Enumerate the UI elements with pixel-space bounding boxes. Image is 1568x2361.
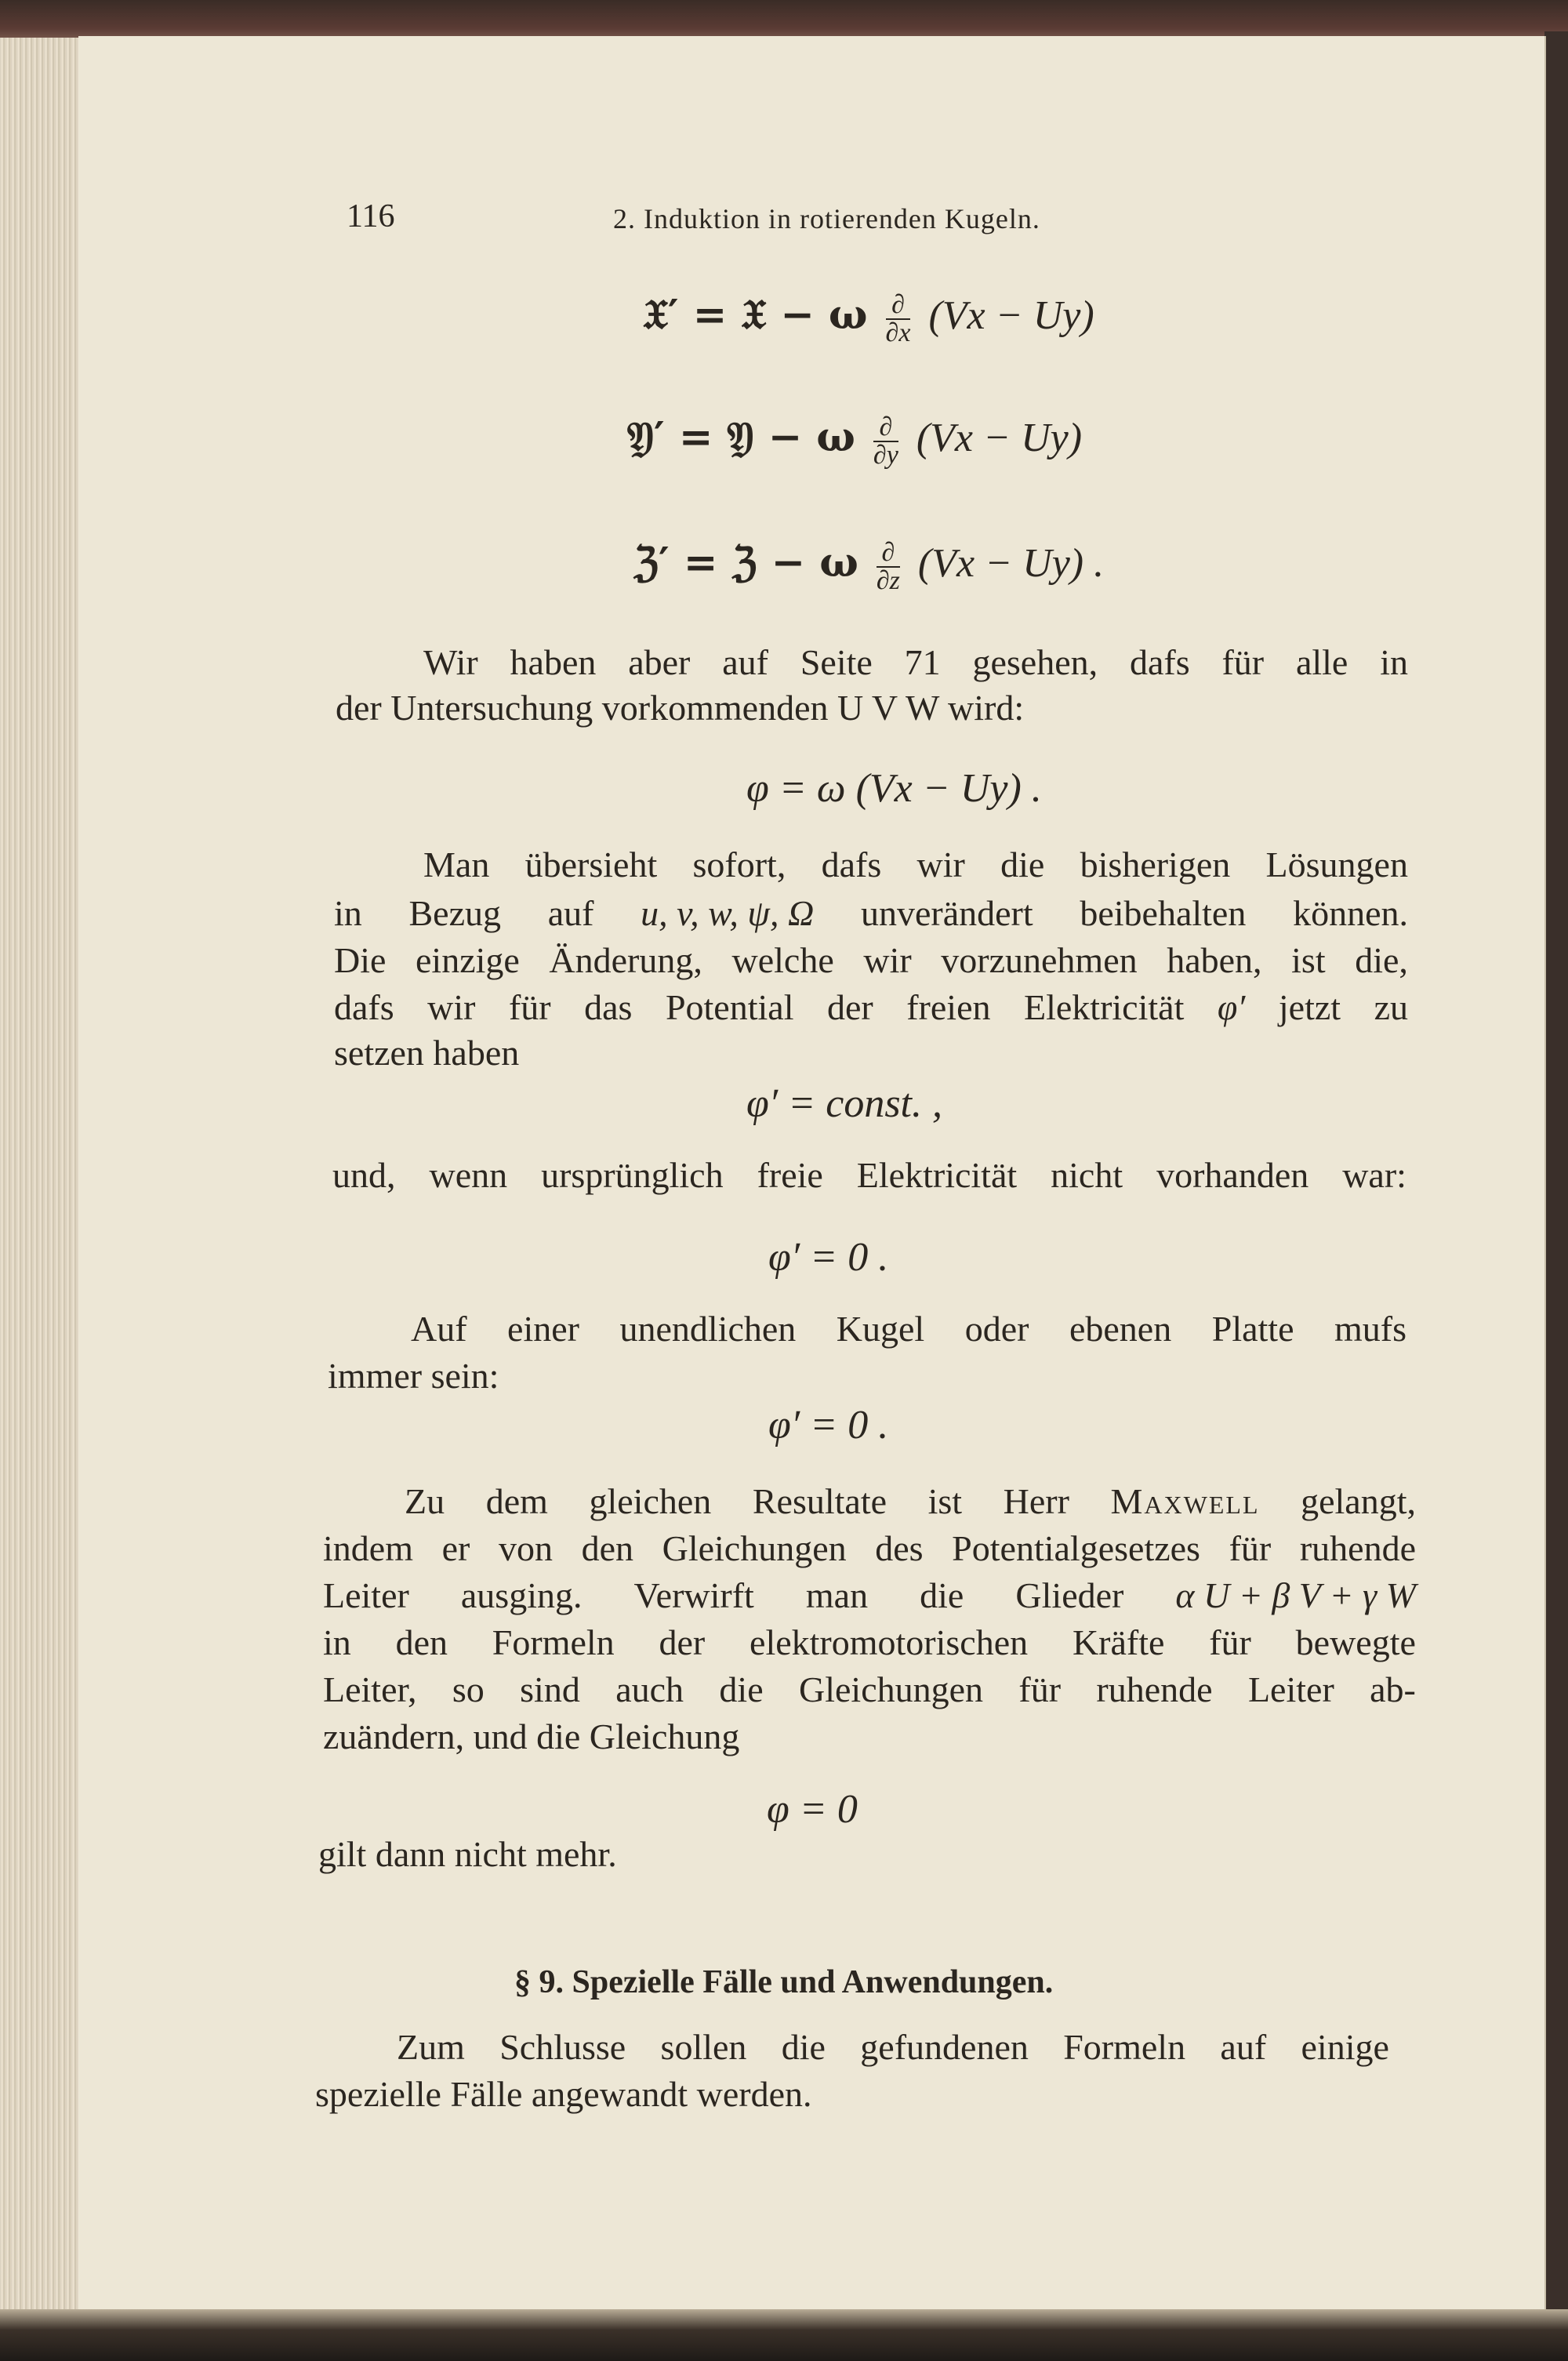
paragraph-2-line-5: setzen haben	[334, 1033, 520, 1073]
paragraph-4-line-2: immer sein:	[328, 1356, 499, 1396]
paragraph-6-line-1: gilt dann nicht mehr.	[318, 1834, 617, 1874]
paragraph-5-line-2: indem er von den Gleichungen des Potentialgesetzes für ruhende	[323, 1528, 1416, 1568]
section-heading: § 9. Spezielle Fälle und Anwendungen.	[514, 1964, 1054, 2000]
paragraph-7-line-2: spezielle Fälle angewandt werden.	[315, 2074, 812, 2114]
paragraph-5-line-6: zuändern, und die Gleichung	[323, 1716, 740, 1756]
equation-x-prime: 𝔛′ = 𝔛 − ω $\frac{\partial}{\partial x}$ (Vx − Uy)	[643, 290, 1094, 347]
paragraph-3-line-1: und, wenn ursprünglich freie Elektricität nicht vorhanden war:	[332, 1155, 1406, 1195]
equation-phi-zero-2: φ′ = 0 .	[768, 1403, 889, 1447]
paragraph-5-line-3: Leiter ausging. Verwirft man die Glieder α U + β V + γ W	[323, 1575, 1416, 1615]
equation-phi-zero-3: φ = 0	[767, 1787, 858, 1832]
book-bottom-edge	[0, 2309, 1568, 2361]
paragraph-5-line-5: Leiter, so sind auch die Gleichungen für ruhende Leiter ab-	[323, 1669, 1416, 1709]
equation-phi-zero-1: φ′ = 0 .	[768, 1235, 889, 1280]
paragraph-2-line-3: Die einzige Änderung, welche wir vorzunehmen haben, ist die,	[334, 940, 1408, 980]
paragraph-2-line-4: dafs wir für das Potential der freien Elektricität φ′ jetzt zu	[334, 987, 1408, 1027]
equation-y-prime: 𝔜′ = 𝔜 − ω $\frac{\partial}{\partial y}$ (Vx − Uy)	[627, 412, 1083, 470]
page-number: 116	[347, 198, 395, 234]
page-stack-edge	[0, 38, 85, 2319]
paragraph-2-line-1: Man übersieht sofort, dafs wir die bisherigen Lösungen	[423, 845, 1408, 884]
book-cover-right	[1544, 31, 1568, 2360]
paragraph-2-line-2: in Bezug auf u, v, w, ψ, Ω unverändert beibehalten können.	[334, 893, 1408, 933]
paragraph-7-line-1: Zum Schlusse sollen die gefundenen Formeln auf einige	[397, 2027, 1389, 2067]
paragraph-1-line-1: Wir haben aber auf Seite 71 gesehen, dafs für alle in	[423, 642, 1408, 682]
equation-phi-const: φ′ = const. ,	[746, 1081, 942, 1126]
equation-z-prime: ℨ′ = ℨ − ω $\frac{\partial}{\partial z}$ (Vx − Uy) .	[633, 538, 1105, 595]
paragraph-1-line-2: der Untersuchung vorkommenden U V W wird:	[336, 688, 1025, 728]
paragraph-5-line-4: in den Formeln der elektromotorischen Kräfte für bewegte	[323, 1622, 1416, 1662]
equation-phi: φ = ω (Vx − Uy) .	[746, 766, 1042, 811]
paragraph-5-line-1: Zu dem gleichen Resultate ist Herr Maxwell gelangt,	[405, 1481, 1416, 1521]
paragraph-4-line-1: Auf einer unendlichen Kugel oder ebenen Platte mufs	[411, 1309, 1406, 1349]
running-title: 2. Induktion in rotierenden Kugeln.	[613, 203, 1040, 234]
